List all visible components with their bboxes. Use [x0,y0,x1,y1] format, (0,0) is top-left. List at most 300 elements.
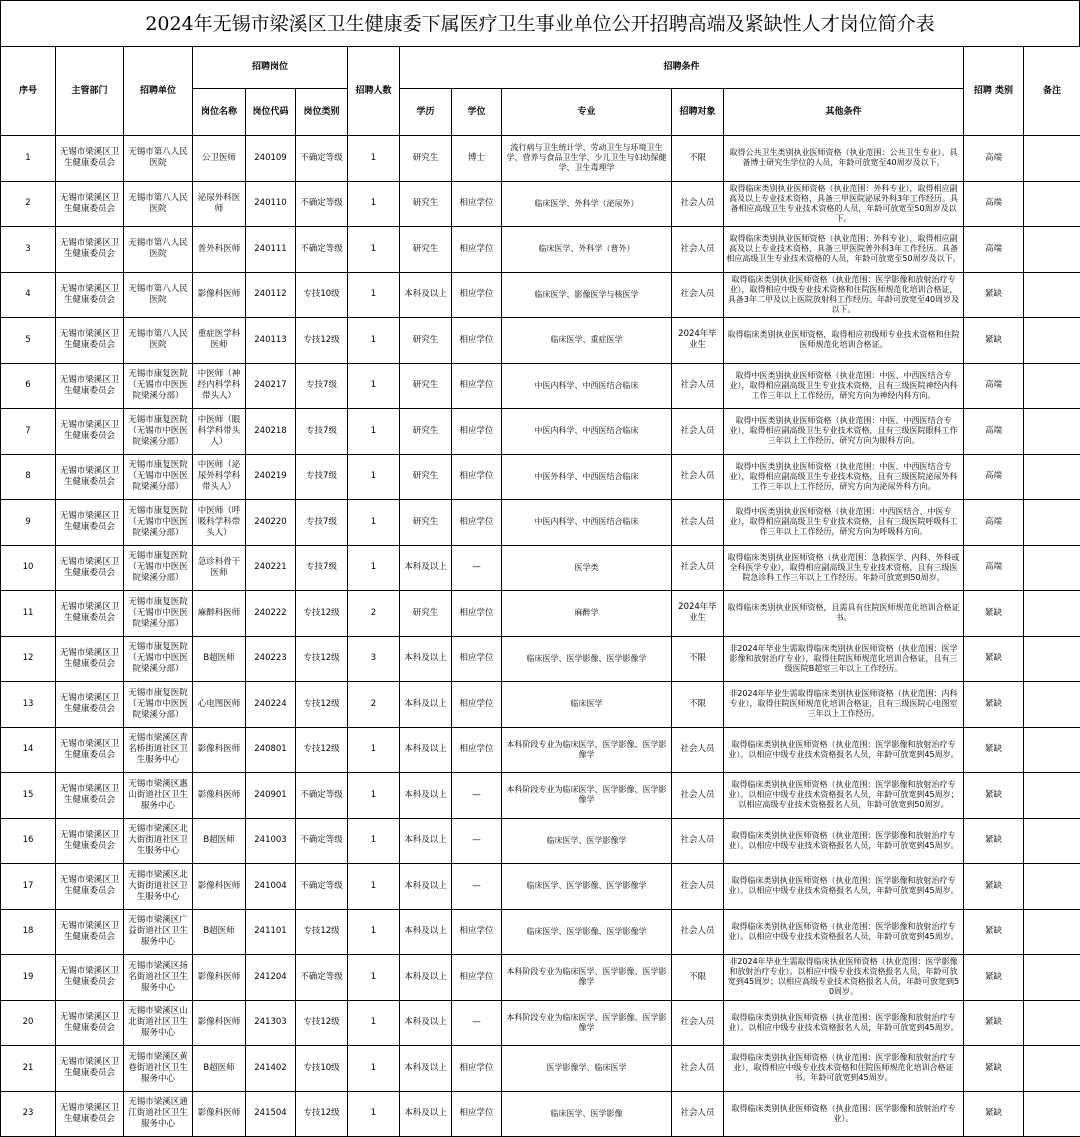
cell-code: 240218 [246,409,296,455]
cell-dept: 无锡市梁溪区卫生健康委员会 [56,636,124,682]
cell-category: 高端 [964,363,1024,409]
table-row [1,727,1080,773]
cell-name: 泌尿外科医师 [193,181,246,227]
cell-type: 不确定等级 [296,136,348,182]
cell-code: 240221 [246,545,296,591]
cell-name: 麻醉科医师 [193,591,246,637]
cell-name: B超医师 [193,636,246,682]
cell-major: 本科阶段专业为临床医学、医学影像、医学影像学 [502,727,672,773]
cell-note [1024,545,1080,591]
header-post-code: 岗位代码 [246,89,296,136]
cell-category: 紧缺 [964,727,1024,773]
cell-target: 社会人员 [672,181,724,227]
cell-note [1024,136,1080,182]
cell-category: 紧缺 [964,773,1024,819]
cell-name: 心电图医师 [193,682,246,728]
cell-code: 240109 [246,136,296,182]
cell-code: 240222 [246,591,296,637]
cell-target: 不限 [672,136,724,182]
cell-degree: 相应学位 [452,227,502,273]
cell-target: 2024年毕业生 [672,318,724,364]
header-post-group: 招聘岗位 [193,47,348,89]
table-row [1,409,1080,455]
cell-unit: 无锡市梁溪区黄巷街道社区卫生服务中心 [124,1046,193,1092]
cell-edu: 研究生 [400,318,452,364]
cell-edu: 本科及以上 [400,955,452,1001]
cell-degree: 相应学位 [452,500,502,546]
cell-other: 取得临床类别执业医师资格（执业范围：医学影像和放射治疗专业）。以相应中级专业技术资格报名人员，年龄可放宽到45周岁。 [724,864,964,910]
cell-type: 专技10级 [296,272,348,318]
cell-code: 240110 [246,181,296,227]
cell-target: 社会人员 [672,454,724,500]
cell-dept: 无锡市梁溪区卫生健康委员会 [56,363,124,409]
cell-type: 专技7级 [296,409,348,455]
cell-type: 不确定等级 [296,181,348,227]
table-row [1,818,1080,864]
cell-name: B超医师 [193,818,246,864]
cell-seq: 20 [1,1000,56,1046]
header-dept: 主管部门 [56,47,124,136]
cell-unit: 无锡市康复医院（无锡市中医医院梁溪分部） [124,545,193,591]
table-body [1,136,1080,1137]
cell-target: 社会人员 [672,818,724,864]
cell-code: 240223 [246,636,296,682]
positions-table [0,46,1080,1137]
cell-count: 1 [348,227,400,273]
cell-unit: 无锡市康复医院（无锡市中医医院梁溪分部） [124,409,193,455]
cell-code: 240112 [246,272,296,318]
cell-name: B超医师 [193,1046,246,1092]
cell-major: 临床医学、医学影像、医学影像学 [502,909,672,955]
cell-count: 1 [348,773,400,819]
cell-category: 紧缺 [964,1046,1024,1092]
cell-category: 高端 [964,227,1024,273]
cell-degree: — [452,773,502,819]
cell-other: 取得中医类别执业医师资格（执业范围：中医、中西医结合专业），取得相应副高级卫生专业技术资格，且有三级医院神经内科工作三年以上工作经历，研究方向为神经内科方向。 [724,363,964,409]
cell-note [1024,272,1080,318]
cell-target: 社会人员 [672,864,724,910]
cell-note [1024,727,1080,773]
cell-type: 专技12级 [296,1091,348,1137]
cell-dept: 无锡市梁溪区卫生健康委员会 [56,1091,124,1137]
cell-count: 1 [348,909,400,955]
cell-category: 紧缺 [964,636,1024,682]
cell-unit: 无锡市第八人民医院 [124,227,193,273]
cell-target: 社会人员 [672,909,724,955]
cell-count: 1 [348,727,400,773]
table-row [1,318,1080,364]
cell-major: 中医外科学、中西医结合临床 [502,454,672,500]
cell-count: 1 [348,1046,400,1092]
cell-category: 高端 [964,545,1024,591]
cell-unit: 无锡市康复医院（无锡市中医医院梁溪分部） [124,363,193,409]
cell-seq: 13 [1,682,56,728]
cell-category: 紧缺 [964,272,1024,318]
cell-name: 公卫医师 [193,136,246,182]
cell-category: 高端 [964,181,1024,227]
cell-note [1024,454,1080,500]
cell-target: 社会人员 [672,227,724,273]
cell-target: 社会人员 [672,773,724,819]
cell-type: 专技7级 [296,500,348,546]
cell-unit: 无锡市康复医院（无锡市中医医院梁溪分部） [124,636,193,682]
cell-name: 影像科医师 [193,727,246,773]
cell-dept: 无锡市梁溪区卫生健康委员会 [56,682,124,728]
cell-note [1024,955,1080,1001]
cell-seq: 11 [1,591,56,637]
cell-count: 1 [348,864,400,910]
cell-count: 1 [348,955,400,1001]
cell-note [1024,773,1080,819]
header-other: 其他条件 [724,89,964,136]
cell-other: 取得临床类别执业医师资格（执业范围：医学影像和放射治疗专业）。以相应中级专业技术资格报名人员，年龄可放宽到45周岁。 [724,727,964,773]
header-degree: 学位 [452,89,502,136]
cell-edu: 本科及以上 [400,727,452,773]
cell-dept: 无锡市梁溪区卫生健康委员会 [56,1046,124,1092]
cell-degree: — [452,864,502,910]
cell-category: 紧缺 [964,1091,1024,1137]
header-cond-group: 招聘条件 [400,47,964,89]
cell-count: 1 [348,409,400,455]
cell-dept: 无锡市梁溪区卫生健康委员会 [56,136,124,182]
cell-edu: 本科及以上 [400,1091,452,1137]
cell-type: 专技12级 [296,591,348,637]
cell-name: 影像科医师 [193,272,246,318]
cell-other: 取得中医类别执业医师资格（执业范围：中医、中西医结合专业），取得相应副高级卫生专业技术资格，且有三级医院泌尿外科工作三年以上工作经历，研究方向为泌尿外科方向。 [724,454,964,500]
cell-count: 1 [348,363,400,409]
cell-code: 240801 [246,727,296,773]
cell-unit: 无锡市梁溪区青名桥街道社区卫生服务中心 [124,727,193,773]
cell-other: 取得临床类别执业医师资格（执业范围：医学影像和放射治疗专业）。以相应中级专业技术资格报名人员，年龄可放宽到45周岁；以相应高级专业技术资格报名人员，年龄可放宽到50周岁。 [724,773,964,819]
cell-major: 中医内科学、中西医结合临床 [502,409,672,455]
cell-degree: 相应学位 [452,682,502,728]
cell-other: 取得临床类别执业医师资格（执业范围：外科专业），取得相应副高及以上专业技术资格，具备三甲医院泌尿外科3年工作经历。具备相应高级卫生专业技术资格的人员，年龄可放宽至50周岁及以下。 [724,181,964,227]
table-row [1,227,1080,273]
header-note: 备注 [1024,47,1080,136]
cell-dept: 无锡市梁溪区卫生健康委员会 [56,545,124,591]
cell-seq: 19 [1,955,56,1001]
cell-category: 高端 [964,136,1024,182]
cell-code: 241101 [246,909,296,955]
cell-category: 紧缺 [964,818,1024,864]
cell-seq: 3 [1,227,56,273]
cell-seq: 14 [1,727,56,773]
cell-dept: 无锡市梁溪区卫生健康委员会 [56,409,124,455]
cell-unit: 无锡市第八人民医院 [124,181,193,227]
cell-code: 240901 [246,773,296,819]
cell-other: 取得临床类别执业医师资格（执业范围：医学影像和放射治疗专业）。 [724,1091,964,1137]
cell-other: 取得临床类别执业医师资格（执业范围：医学影像和放射治疗专业）。以相应中级专业技术资格报名人员，年龄可放宽到45周岁。 [724,818,964,864]
cell-degree: — [452,545,502,591]
cell-unit: 无锡市梁溪区扬名街道社区卫生服务中心 [124,955,193,1001]
cell-count: 1 [348,181,400,227]
cell-major: 中医内科学、中西医结合临床 [502,363,672,409]
cell-edu: 本科及以上 [400,818,452,864]
cell-dept: 无锡市梁溪区卫生健康委员会 [56,818,124,864]
cell-code: 241504 [246,1091,296,1137]
cell-other: 取得中医类别执业医师资格（执业范围：中西医结合、中医专业），取得相应副高级卫生专业技术资格，且有三级医院呼吸科工作三年以上工作经历，研究方向为呼吸科方向。 [724,500,964,546]
cell-dept: 无锡市梁溪区卫生健康委员会 [56,909,124,955]
cell-degree: 相应学位 [452,454,502,500]
cell-note [1024,591,1080,637]
cell-major: 流行病与卫生统计学、劳动卫生与环境卫生学、营养与食品卫生学、少儿卫生与妇幼保健学、卫生毒理学 [502,136,672,182]
cell-other: 取得临床类别执业医师资格（执业范围：医学影像和放射治疗专业），取得相应中级专业技术资格和住院医师规范化培训合格证书。年龄可放宽到45周岁。 [724,1046,964,1092]
cell-type: 专技10级 [296,1046,348,1092]
cell-name: 中医师（泌尿外科学科带头人） [193,454,246,500]
cell-seq: 16 [1,818,56,864]
cell-seq: 6 [1,363,56,409]
cell-note [1024,682,1080,728]
cell-count: 1 [348,818,400,864]
table-row [1,1046,1080,1092]
cell-other: 取得临床类别执业医师资格（执业范围：外科专业），取得相应副高及以上专业技术资格，具备三甲医院普外科3年工作经历。具备相应高级卫生专业技术资格的人员，年龄可放宽至50周岁及以下。 [724,227,964,273]
cell-note [1024,1000,1080,1046]
cell-unit: 无锡市梁溪区通江街道社区卫生服务中心 [124,1091,193,1137]
cell-target: 不限 [672,636,724,682]
cell-note [1024,864,1080,910]
header-category: 招聘 类别 [964,47,1024,136]
cell-category: 高端 [964,409,1024,455]
cell-degree: 相应学位 [452,909,502,955]
cell-seq: 4 [1,272,56,318]
cell-target: 社会人员 [672,1091,724,1137]
table-row [1,955,1080,1001]
cell-major: 临床医学、外科学（泌尿外） [502,181,672,227]
cell-degree: 相应学位 [452,727,502,773]
cell-seq: 15 [1,773,56,819]
cell-type: 专技12级 [296,636,348,682]
cell-count: 2 [348,682,400,728]
table-row [1,682,1080,728]
cell-unit: 无锡市梁溪区山北街道社区卫生服务中心 [124,1000,193,1046]
cell-code: 241402 [246,1046,296,1092]
cell-unit: 无锡市康复医院（无锡市中医医院梁溪分部） [124,591,193,637]
header-seq: 序号 [1,47,56,136]
cell-note [1024,500,1080,546]
cell-type: 专技7级 [296,545,348,591]
cell-edu: 本科及以上 [400,1046,452,1092]
cell-edu: 研究生 [400,500,452,546]
cell-degree: — [452,818,502,864]
cell-target: 不限 [672,682,724,728]
cell-note [1024,181,1080,227]
cell-seq: 18 [1,909,56,955]
cell-edu: 本科及以上 [400,1000,452,1046]
cell-other: 非2024年毕业生需取得临床执业医师资格（执业范围：医学影像和放射治疗专业）。以相应中级专业技术资格报名人员，年龄可放宽到45周岁；以相应高级专业技术资格报名人员，年龄可放宽到50周岁。 [724,955,964,1001]
cell-note [1024,636,1080,682]
table-row [1,1000,1080,1046]
cell-edu: 本科及以上 [400,909,452,955]
cell-degree: 相应学位 [452,955,502,1001]
cell-edu: 本科及以上 [400,864,452,910]
cell-code: 240113 [246,318,296,364]
cell-type: 专技12级 [296,1000,348,1046]
cell-name: 影像科医师 [193,955,246,1001]
cell-type: 专技12级 [296,682,348,728]
header-unit: 招聘单位 [124,47,193,136]
cell-code: 240217 [246,363,296,409]
cell-count: 2 [348,591,400,637]
cell-note [1024,909,1080,955]
cell-type: 专技7级 [296,363,348,409]
cell-type: 不确定等级 [296,773,348,819]
table-row [1,181,1080,227]
cell-major: 临床医学、外科学（普外） [502,227,672,273]
cell-count: 1 [348,1091,400,1137]
cell-major: 本科阶段专业为临床医学、医学影像、医学影像学 [502,773,672,819]
cell-edu: 本科及以上 [400,545,452,591]
cell-note [1024,409,1080,455]
cell-name: 影像科医师 [193,1000,246,1046]
cell-seq: 9 [1,500,56,546]
cell-name: 中医师（神经内科学科带头人） [193,363,246,409]
cell-edu: 研究生 [400,591,452,637]
cell-code: 241004 [246,864,296,910]
cell-unit: 无锡市梁溪区广益街道社区卫生服务中心 [124,909,193,955]
cell-other: 取得临床类别执业医师资格（执业范围：医学影像和放射治疗专业），取得相应中级专业技术资格和住院医师规范化培训合格证，具备3年二甲及以上医院放射科工作经历。年龄可放宽至40周岁及以下。 [724,272,964,318]
cell-degree: 相应学位 [452,591,502,637]
header-edu: 学历 [400,89,452,136]
cell-other: 取得临床类别执业医师资格（执业范围：医学影像和放射治疗专业）。以相应中级专业技术资格报名人员，年龄可放宽到45周岁。 [724,1000,964,1046]
cell-major: 临床医学 [502,682,672,728]
cell-dept: 无锡市梁溪区卫生健康委员会 [56,773,124,819]
cell-seq: 21 [1,1046,56,1092]
cell-type: 不确定等级 [296,864,348,910]
cell-name: 中医师（眼科学科带头人） [193,409,246,455]
cell-type: 专技12级 [296,727,348,773]
cell-major: 临床医学、影像医学与核医学 [502,272,672,318]
table-row [1,454,1080,500]
cell-target: 社会人员 [672,500,724,546]
table-row [1,591,1080,637]
cell-edu: 研究生 [400,227,452,273]
cell-type: 专技7级 [296,454,348,500]
cell-type: 专技12级 [296,318,348,364]
cell-degree: 相应学位 [452,181,502,227]
cell-seq: 5 [1,318,56,364]
cell-major: 临床医学、医学影像学 [502,818,672,864]
cell-edu: 本科及以上 [400,636,452,682]
cell-count: 1 [348,1000,400,1046]
cell-other: 取得临床类别执业医师资格（执业范围：医学影像和放射治疗专业）。以相应中级专业技术资格报名人员，年龄可放宽到45周岁。 [724,909,964,955]
cell-seq: 17 [1,864,56,910]
cell-unit: 无锡市梁溪区北大街街道社区卫生服务中心 [124,818,193,864]
cell-category: 高端 [964,500,1024,546]
cell-major: 医学类 [502,545,672,591]
cell-dept: 无锡市梁溪区卫生健康委员会 [56,727,124,773]
cell-seq: 10 [1,545,56,591]
cell-dept: 无锡市梁溪区卫生健康委员会 [56,272,124,318]
cell-unit: 无锡市第八人民医院 [124,136,193,182]
cell-dept: 无锡市梁溪区卫生健康委员会 [56,181,124,227]
cell-seq: 8 [1,454,56,500]
cell-note [1024,1046,1080,1092]
cell-seq: 23 [1,1091,56,1137]
cell-name: 普外科医师 [193,227,246,273]
cell-target: 社会人员 [672,272,724,318]
cell-count: 3 [348,636,400,682]
cell-major: 麻醉学 [502,591,672,637]
cell-name: 中医师（呼吸科学科带头人） [193,500,246,546]
cell-code: 241303 [246,1000,296,1046]
cell-degree: 相应学位 [452,1046,502,1092]
cell-code: 240224 [246,682,296,728]
cell-code: 240111 [246,227,296,273]
cell-name: 急诊科骨干医师 [193,545,246,591]
cell-degree: 相应学位 [452,318,502,364]
table-row [1,636,1080,682]
cell-category: 紧缺 [964,909,1024,955]
cell-edu: 本科及以上 [400,272,452,318]
cell-unit: 无锡市梁溪区北大街街道社区卫生服务中心 [124,864,193,910]
cell-category: 紧缺 [964,955,1024,1001]
cell-major: 中医内科学、中西医结合临床 [502,500,672,546]
cell-dept: 无锡市梁溪区卫生健康委员会 [56,591,124,637]
table-row [1,773,1080,819]
cell-degree: 相应学位 [452,272,502,318]
cell-target: 不限 [672,955,724,1001]
cell-major: 临床医学、医学影像、医学影像学 [502,864,672,910]
cell-type: 不确定等级 [296,955,348,1001]
table-row [1,909,1080,955]
cell-target: 2024年毕业生 [672,591,724,637]
cell-other: 非2024年毕业生需取得临床类别执业医师资格（执业范围：内科专业），取得住院医师规范化培训合格证，且有三级医院心电图室三年以上工作经历。 [724,682,964,728]
cell-degree: — [452,1000,502,1046]
cell-count: 1 [348,454,400,500]
cell-degree: 相应学位 [452,363,502,409]
cell-note [1024,363,1080,409]
table-row [1,545,1080,591]
cell-degree: 相应学位 [452,636,502,682]
cell-other: 非2024年毕业生需取得临床类别执业医师资格（执业范围：医学影像和放射治疗专业），取得住院医师规范化培训合格证，且有三级医院B超室三年以上工作经历。 [724,636,964,682]
cell-target: 社会人员 [672,727,724,773]
cell-edu: 研究生 [400,363,452,409]
cell-unit: 无锡市梁溪区惠山街道社区卫生服务中心 [124,773,193,819]
cell-dept: 无锡市梁溪区卫生健康委员会 [56,227,124,273]
cell-code: 240219 [246,454,296,500]
cell-target: 社会人员 [672,1046,724,1092]
cell-unit: 无锡市第八人民医院 [124,272,193,318]
cell-unit: 无锡市康复医院（无锡市中医医院梁溪分部） [124,682,193,728]
cell-seq: 7 [1,409,56,455]
cell-unit: 无锡市康复医院（无锡市中医医院梁溪分部） [124,454,193,500]
table-row [1,1091,1080,1137]
cell-count: 1 [348,545,400,591]
cell-degree: 相应学位 [452,1091,502,1137]
cell-dept: 无锡市梁溪区卫生健康委员会 [56,864,124,910]
cell-name: 影像科医师 [193,773,246,819]
cell-category: 紧缺 [964,591,1024,637]
table-row [1,272,1080,318]
cell-other: 取得临床类别执业医师资格，且需具有住院医师规范化培训合格证书。 [724,591,964,637]
cell-major: 临床医学、医学影像 [502,1091,672,1137]
cell-name: 影像科医师 [193,1091,246,1137]
cell-edu: 本科及以上 [400,773,452,819]
cell-name: 重症医学科医师 [193,318,246,364]
cell-other: 取得中医类别执业医师资格（执业范围：中医、中西医结合专业），取得相应副高级卫生专业技术资格，且有三级医院眼科工作三年以上工作经历，研究方向为眼科方向。 [724,409,964,455]
cell-code: 241003 [246,818,296,864]
cell-other: 取得公共卫生类别执业医师资格（执业范围：公共卫生专业）。具备博士研究生学位的人员，年龄可放宽至40周岁及以下。 [724,136,964,182]
cell-count: 1 [348,136,400,182]
cell-type: 不确定等级 [296,227,348,273]
header-major: 专业 [502,89,672,136]
cell-dept: 无锡市梁溪区卫生健康委员会 [56,955,124,1001]
cell-name: 影像科医师 [193,864,246,910]
cell-degree: 相应学位 [452,409,502,455]
cell-seq: 12 [1,636,56,682]
cell-type: 专技12级 [296,909,348,955]
cell-unit: 无锡市第八人民医院 [124,318,193,364]
